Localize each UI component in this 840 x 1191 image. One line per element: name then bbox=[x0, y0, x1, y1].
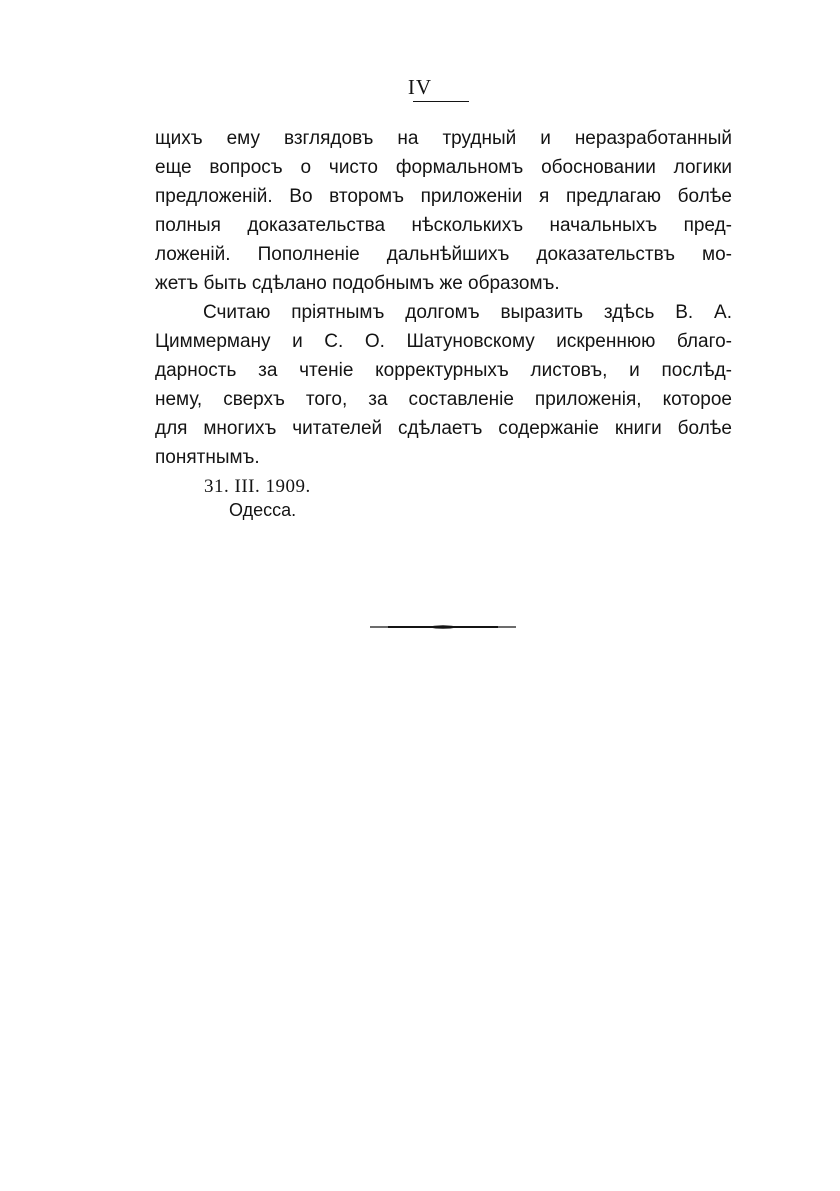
text-line: предложеній. Во второмъ приложеніи я предлагаю болѣе bbox=[155, 186, 732, 207]
signature-place: Одесса. bbox=[229, 500, 297, 520]
text-line: для многихъ читателей сдѣлаетъ содержаніе книги болѣе bbox=[155, 418, 732, 439]
text-line-paragraph-start: Считаю пріятнымъ долгомъ выразить здѣсь В. А. bbox=[203, 302, 732, 323]
page-number: IV bbox=[407, 75, 433, 99]
text-line: ложеній. Пополненіе дальнѣйшихъ доказательствъ мо- bbox=[155, 244, 732, 265]
text-line: дарность за чтеніе корректурныхъ листовъ, и послѣд- bbox=[155, 360, 732, 381]
text-line: нему, сверхъ того, за составленіе приложенія, которое bbox=[155, 389, 732, 410]
text-line: еще вопросъ о чисто формальномъ обосновании логики bbox=[155, 157, 732, 178]
header-rule bbox=[413, 101, 469, 102]
text-line: жетъ быть сдѣлано подобнымъ же образомъ. bbox=[155, 273, 560, 294]
signature-date: 31. III. 1909. bbox=[204, 476, 311, 497]
text-line: Циммерману и С. О. Шатуновскому искреннюю благо- bbox=[155, 331, 732, 352]
text-line: полныя доказательства нѣсколькихъ начальныхъ пред- bbox=[155, 215, 732, 236]
text-line: понятнымъ. bbox=[155, 447, 260, 468]
end-ornament bbox=[370, 620, 516, 634]
body-text bbox=[155, 124, 732, 472]
text-line: щихъ ему взглядовъ на трудный и неразработанный bbox=[155, 128, 732, 149]
